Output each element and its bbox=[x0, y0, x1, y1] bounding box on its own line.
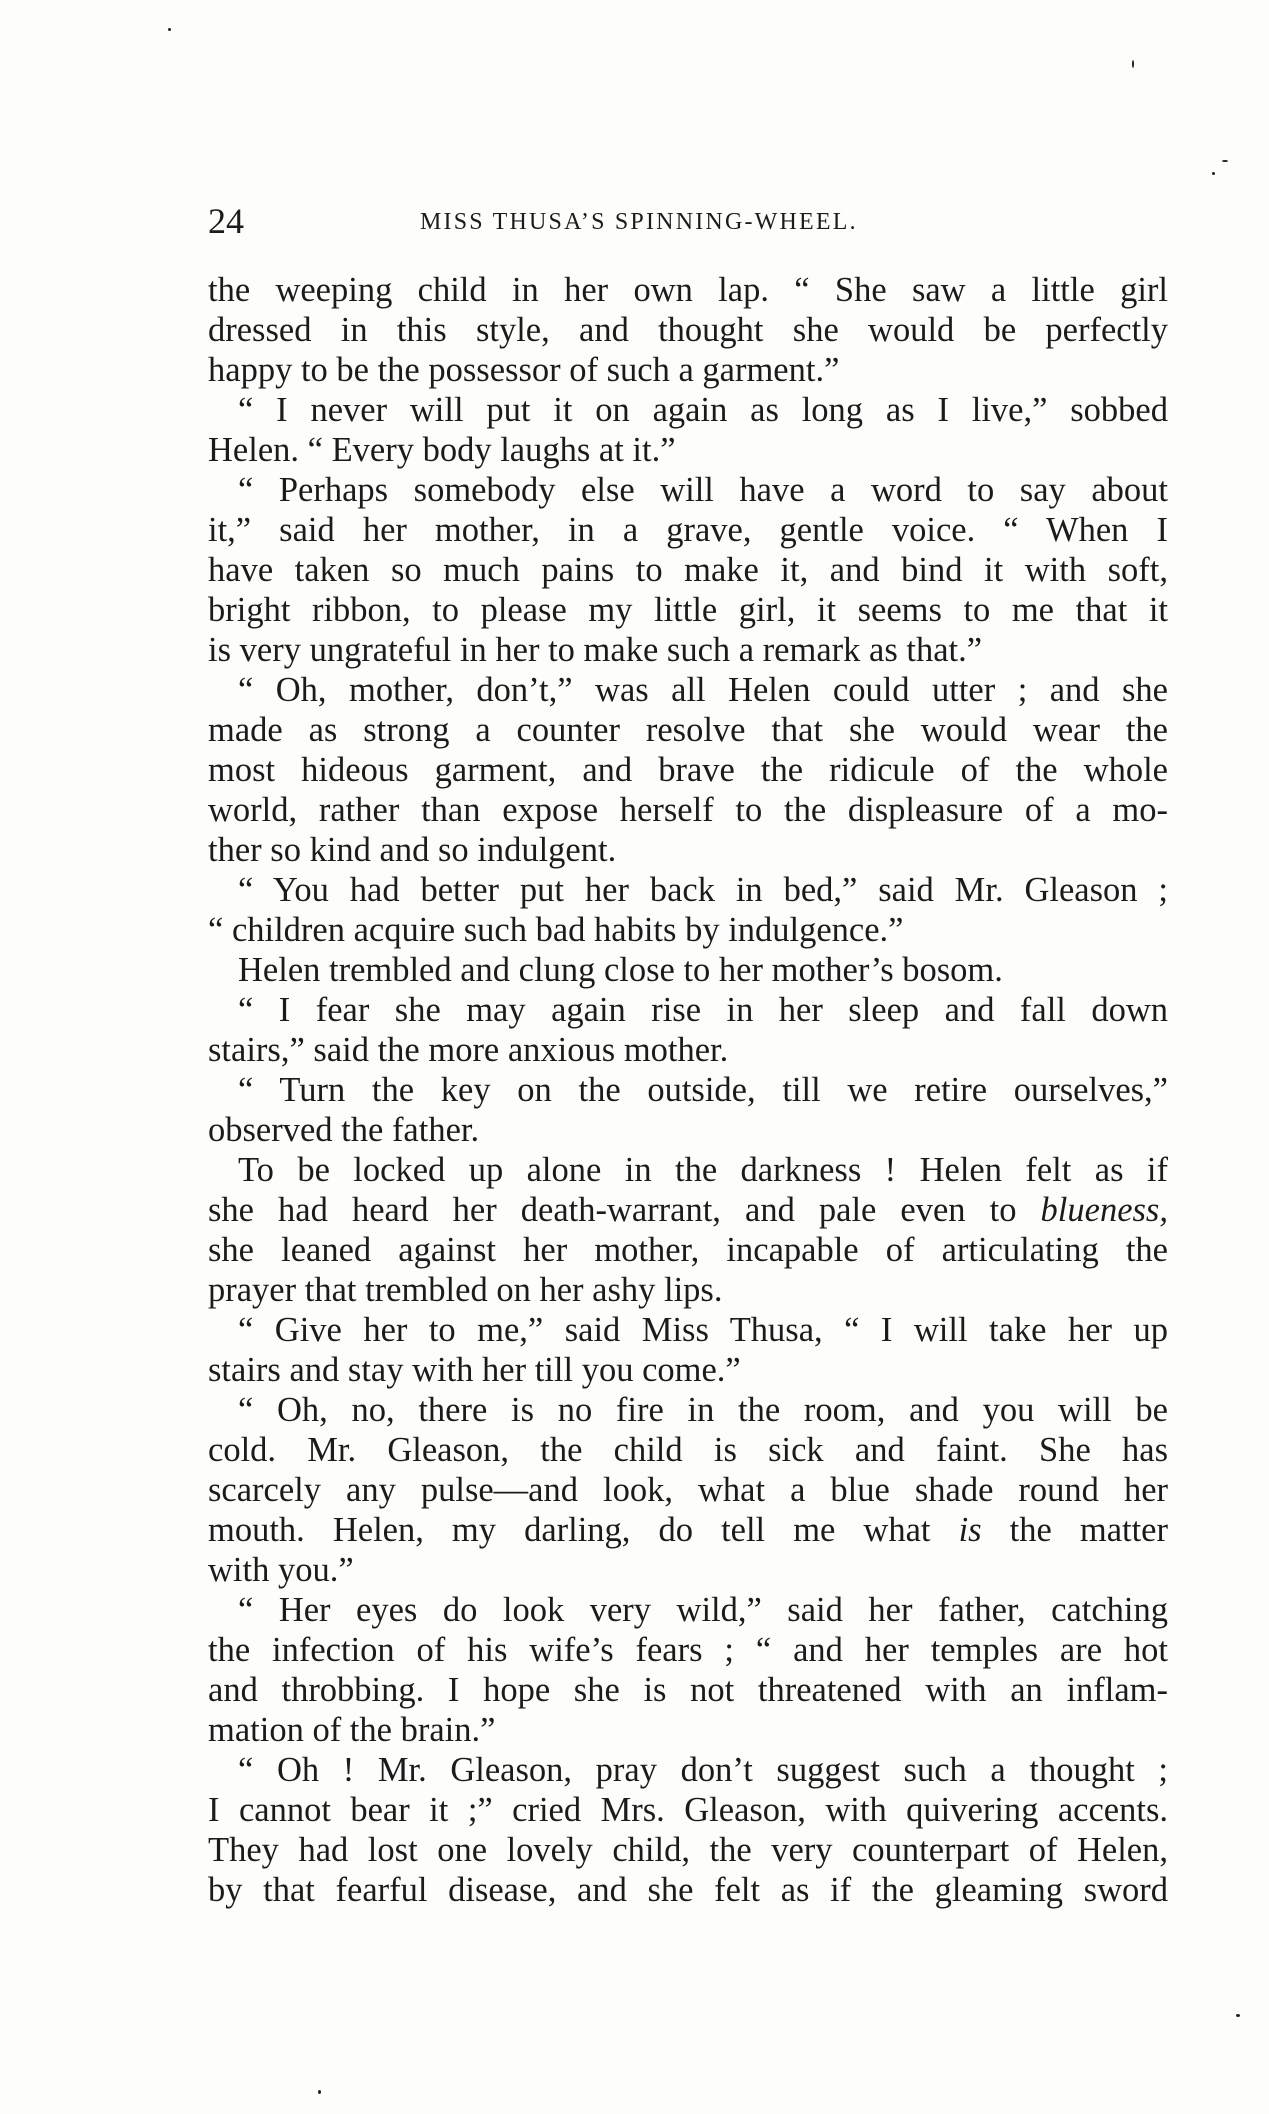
text-line: the infection of his wife’s fears ; “ and her temples are hot bbox=[208, 1631, 1168, 1669]
text-line: observed the father. bbox=[208, 1111, 480, 1149]
text-line: she had heard her death-warrant, and pale even to blueness, bbox=[208, 1191, 1168, 1229]
running-title: MISS THUSA’S SPINNING-WHEEL. bbox=[420, 209, 858, 235]
text-line: cold. Mr. Gleason, the child is sick and faint. She has bbox=[208, 1431, 1168, 1469]
emphasis-text: is bbox=[958, 1511, 982, 1549]
page-number: 24 bbox=[208, 201, 244, 241]
text-line: happy to be the possessor of such a garment.” bbox=[208, 351, 840, 389]
print-speck bbox=[168, 28, 171, 31]
text-line: “ Oh, mother, don’t,” was all Helen could utter ; and she bbox=[238, 671, 1168, 709]
text-line: bright ribbon, to please my little girl, it seems to me that it bbox=[208, 591, 1168, 629]
text-line: “ Oh ! Mr. Gleason, pray don’t suggest such a thought ; bbox=[238, 1751, 1168, 1789]
text-line: Helen trembled and clung close to her mother’s bosom. bbox=[238, 951, 1003, 989]
text-line: “ Perhaps somebody else will have a word to say about bbox=[238, 471, 1168, 509]
text-line: “ Her eyes do look very wild,” said her father, catching bbox=[238, 1591, 1168, 1629]
text-line: stairs and stay with her till you come.” bbox=[208, 1351, 741, 1389]
text-line: stairs,” said the more anxious mother. bbox=[208, 1031, 729, 1069]
text-line: They had lost one lovely child, the very counterpart of Helen, bbox=[208, 1831, 1168, 1869]
print-speck bbox=[1132, 60, 1134, 68]
text-line: “ Oh, no, there is no fire in the room, and you will be bbox=[238, 1391, 1168, 1429]
text-line: world, rather than expose herself to the displeasure of a mo- bbox=[208, 791, 1168, 829]
print-speck bbox=[1236, 2014, 1240, 2017]
text-line: scarcely any pulse—and look, what a blue shade round her bbox=[208, 1471, 1168, 1509]
emphasis-text: blueness, bbox=[1040, 1191, 1168, 1229]
text-line: “ You had better put her back in bed,” said Mr. Gleason ; bbox=[238, 871, 1168, 909]
text-line: she leaned against her mother, incapable of articulating the bbox=[208, 1231, 1168, 1269]
page-header bbox=[208, 196, 1168, 246]
text-line: “ I never will put it on again as long as I live,” sobbed bbox=[238, 391, 1168, 429]
text-line: I cannot bear it ;” cried Mrs. Gleason, with quivering accents. bbox=[208, 1791, 1168, 1829]
body-text bbox=[208, 270, 1168, 1910]
text-line: with you.” bbox=[208, 1551, 354, 1589]
text-line: “ I fear she may again rise in her sleep and fall down bbox=[238, 991, 1168, 1029]
text-line: it,” said her mother, in a grave, gentle voice. “ When I bbox=[208, 511, 1168, 549]
text-line: mation of the brain.” bbox=[208, 1711, 496, 1749]
text-line: “ Turn the key on the outside, till we retire ourselves,” bbox=[238, 1071, 1168, 1109]
text-line: have taken so much pains to make it, and bind it with soft, bbox=[208, 551, 1168, 589]
text-line: is very ungrateful in her to make such a remark as that.” bbox=[208, 631, 983, 669]
text-line: by that fearful disease, and she felt as if the gleaming sword bbox=[208, 1871, 1168, 1909]
print-speck bbox=[318, 2090, 321, 2094]
text-line: made as strong a counter resolve that she would wear the bbox=[208, 711, 1168, 749]
text-line: mouth. Helen, my darling, do tell me what is the matter bbox=[208, 1511, 1168, 1549]
print-speck bbox=[1222, 160, 1228, 162]
text-line: “ Give her to me,” said Miss Thusa, “ I will take her up bbox=[238, 1311, 1168, 1349]
text-line: “ children acquire such bad habits by indulgence.” bbox=[208, 911, 904, 949]
text-line: prayer that trembled on her ashy lips. bbox=[208, 1271, 723, 1309]
text-line: most hideous garment, and brave the ridicule of the whole bbox=[208, 751, 1168, 789]
text-line: dressed in this style, and thought she would be perfectly bbox=[208, 311, 1168, 349]
text-line: To be locked up alone in the darkness ! Helen felt as if bbox=[238, 1151, 1168, 1189]
text-line: Helen. “ Every body laughs at it.” bbox=[208, 431, 676, 469]
print-speck bbox=[1212, 172, 1215, 175]
text-line: ther so kind and so indulgent. bbox=[208, 831, 617, 869]
text-line: the weeping child in her own lap. “ She saw a little girl bbox=[208, 271, 1168, 309]
text-line: and throbbing. I hope she is not threatened with an inflam- bbox=[208, 1671, 1168, 1709]
